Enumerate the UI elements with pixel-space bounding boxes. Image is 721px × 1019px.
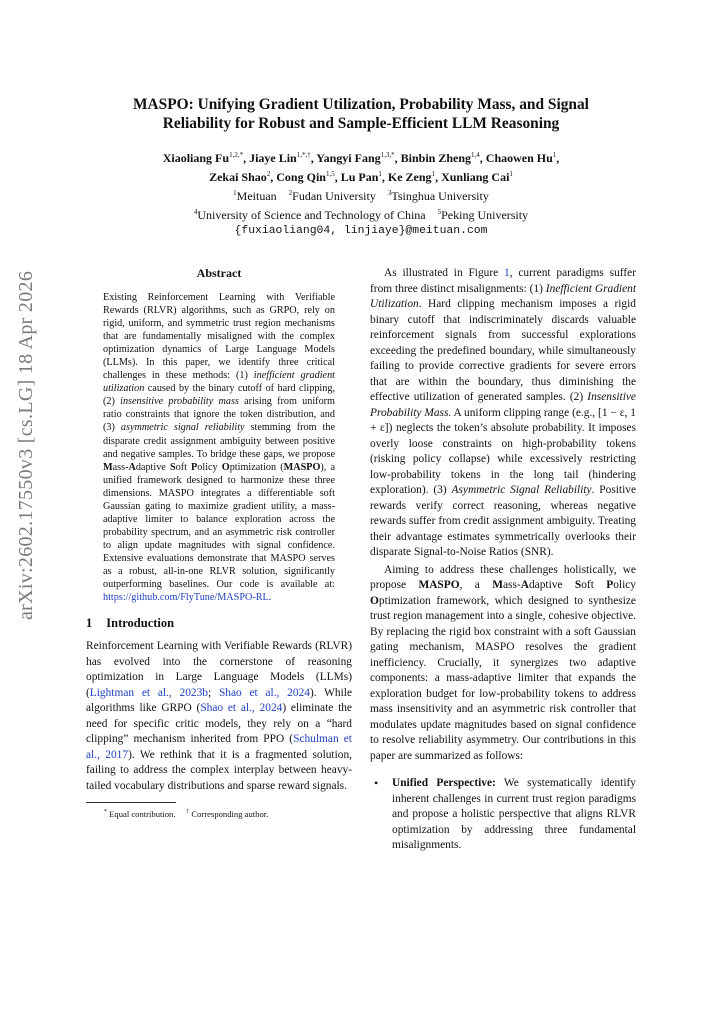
misalignments-paragraph: As illustrated in Figure 1, current paradigms suffer from three distinct misalignments: (1) Inefficient Gradient Utilization. Hard clipping mechanism imposes a rigid binary cutoff that indiscriminately discards valuable reinforcement signals from successful explorations exceeding the predefined boundary, while simultaneously failing to provide corrective gradients for severe errors that are within the boundary, thus diminishing the effective utilization of generated samples. (2) Insensitive Probability Mass. A uniform clipping range (e.g., [1 − ε, 1 + ε]) neglects the token’s absolute probability. It imposes overly loose constraints on high-probability tokens (risking policy collapse) while excessively restricting low-probability tokens in the long tail (hindering exploration). (3) Asymmetric Signal Reliability. Positive rewards verify correct reasoning, whereas negative rewards suffer from credit assignment ambiguity. Treating their advantage estimates symmetrically overlooks their disparate Signal-to-Noise Ratios (SNR). xyxy=(370,267,637,558)
author: Lu Pan$^1$ xyxy=(340,170,382,184)
right-column xyxy=(370,266,636,854)
citation-link[interactable]: Lightman et al., 2023b xyxy=(89,686,209,699)
author: Binbin Zheng$^{1,4}$ xyxy=(400,151,480,165)
introduction-paragraph: Reinforcement Learning with Verifiable Rewards (RLVR) has evolved into the cornerstone of reasoning optimization in Large Language Models (LLMs) (Lightman et al., 2023b; Shao et al., 2024). While algorithms like GRPO (Shao et al., 2024) eliminate the need for specific critic models, they rely on a “hard clipping” mechanism inherited from PPO (Schulman et al., 2017). We rethink that it is a fragmented solution, failing to address the complex interplay between heavy-tailed vocabulary distributions and sparse reward signals. xyxy=(86,640,353,792)
affiliation: $^3$Tsinghua University xyxy=(387,189,489,203)
title-line-1: MASPO: Unifying Gradient Utilization, Probability Mass, and Signal xyxy=(133,96,589,113)
citation-link[interactable]: Shao et al., 2024 xyxy=(218,686,310,699)
author: Chaowen Hu$^1$ xyxy=(485,151,557,165)
author: Xiaoliang $Fu^{1,2,*}$ xyxy=(162,151,244,165)
author: Yangyi Fang$^{1,3,*}$ xyxy=(316,151,395,165)
author: Jiaye Lin$^{1,*,\dagger}$ xyxy=(249,151,311,165)
affiliations-line-1 xyxy=(86,185,636,204)
code-repository-link[interactable]: https://github.com/FlyTune/MASPO-RL xyxy=(103,592,269,604)
abstract-text: Existing Reinforcement Learning with Verifiable Rewards (RLVR) algorithms, such as GRPO, rely on rigid, uniform, and symmetric trust region mechanisms that are fundamentally misaligned with the complex optimization dynamics of Large Language Models (LLMs). In this paper, we identify three critical challenges in these methods: (1) inefficient gradient utilization caused by the binary cutoff of hard clipping, (2) insensitive probability mass arising from uniform ratio constraints that ignore the token distribution, and (3) asymmetric signal reliability stemming from the disparate credit assignment ambiguity between positive and negative samples. To bridge these gaps, we propose Mass-Adaptive Soft Policy Optimization (MASPO), a unified framework designed to harmonize these three dimensions. MASPO integrates a differentiable soft Gaussian gating to maximize gradient utility, a mass-adaptive limiter to balance exploration across the probability spectrum, and an asymmetric risk controller to align update magnitudes with signal confidence. Extensive evaluations demonstrate that MASPO serves as a robust, all-in-one RLVR solution, significantly outperforming baselines. Our code is available at: https://github.com/FlyTune/MASPO-RL. xyxy=(103,292,335,604)
bullet-mark: • xyxy=(374,776,379,790)
paper-title xyxy=(86,95,636,133)
title-line-2: Reliability for Robust and Sample-Efficient LLM Reasoning xyxy=(162,115,560,132)
citation-link[interactable]: Schulman et al., 2017 xyxy=(86,733,352,761)
affiliation: $^1$Meituan xyxy=(233,189,277,203)
author: Ke Zeng$^1$ xyxy=(387,170,436,184)
footnotes: * Equal contribution. † Corresponding author. xyxy=(104,808,269,819)
affiliation: $^5$Peking University xyxy=(437,208,529,222)
contribution-bullet xyxy=(370,776,636,854)
left-column xyxy=(86,266,352,820)
arxiv-identifier-stamp: arXiv:2602.17550v3 [cs.LG] 18 Apr 2026 xyxy=(15,270,37,620)
contact-email: {fuxiaoliang04, linjiaye}@meituan.com xyxy=(234,225,488,237)
author-list: Xiaoliang $Fu^{1,2,*}$, Jiaye Lin$^{1,*,\dagger}$, Yangyi Fang$^{1,3,*}$, Binbin Zheng$^{1,4}$, Chaowen Hu$^1$, Zekai Shao$^2$, Cong Qin$^{1,5}$, Lu Pan$^1$, Ke Zeng$^1$, Xunliang Cai$^1$ xyxy=(162,151,560,184)
author: Zekai Shao$^2$ xyxy=(209,170,271,184)
abstract-heading: Abstract xyxy=(196,266,242,280)
figure-reference-link[interactable]: 1 xyxy=(504,267,510,279)
footnote-divider xyxy=(86,802,176,803)
author: Cong Qin$^{1,5}$ xyxy=(276,170,335,184)
header-block xyxy=(86,95,636,239)
affiliations-line-2 xyxy=(86,204,636,223)
citation-link[interactable]: Shao et al., 2024 xyxy=(200,702,283,715)
affiliation: $^4$University of Science and Technology of China xyxy=(193,208,426,222)
proposal-paragraph: Aiming to address these challenges holistically, we propose MASPO, a Mass-Adaptive Soft Policy Optimization framework, which designed to synthesize trust region management into a single, cohesive objective. By replacing the rigid box constraint with a soft Gaussian gating mechanism, MASPO resolves the gradient inefficiency. Crucially, it synergizes two adaptive components: a mass-adaptive limiter that expands the exploration budget for low-probability tokens to address mass insensitivity and an asymmetric risk controller that modulates update magnitudes based on signal confidence to resolve reliability asymmetry. Our contributions in this paper are summarized as follows: xyxy=(370,563,636,762)
author: Xunliang Cai$^1$ xyxy=(441,170,513,184)
section-heading-introduction: 1 Introduction xyxy=(86,616,175,631)
affiliation: $^2$Fudan University xyxy=(288,189,376,203)
contribution-text: Unified Perspective: We systematically identify inherent challenges in current trust region paradigms and propose a holistic perspective that aligns RLVR optimization by addressing three fundamental misalignments. xyxy=(392,777,636,851)
